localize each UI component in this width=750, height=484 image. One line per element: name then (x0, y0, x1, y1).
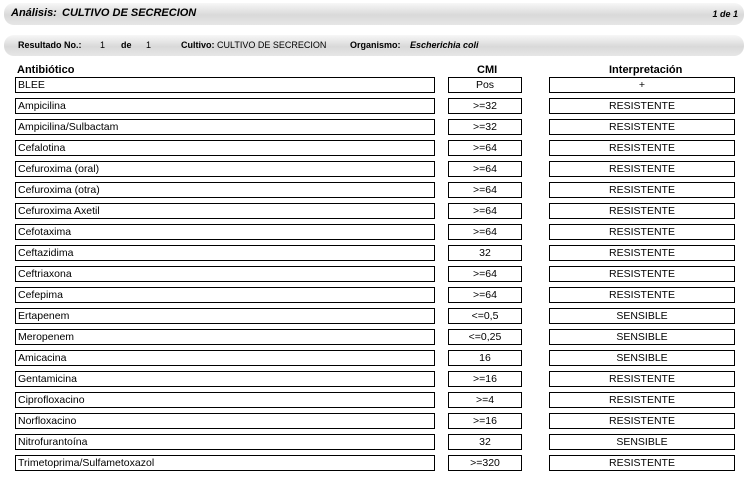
interpretation-cell: RESISTENTE (549, 224, 735, 240)
interpretation-cell: RESISTENTE (549, 371, 735, 387)
antibiotic-name-cell: Gentamicina (15, 371, 435, 387)
resultado-number: 1 (100, 40, 106, 50)
cmi-cell: 32 (448, 434, 522, 450)
antibiotic-name-cell: Cefalotina (15, 140, 435, 156)
cmi-cell: >=64 (448, 266, 522, 282)
antibiotic-name-cell: Cefotaxima (15, 224, 435, 240)
antibiotic-name-cell: Ceftriaxona (15, 266, 435, 282)
antibiotic-name-cell: Norfloxacino (15, 413, 435, 429)
antibiotic-name-cell: Ampicilina/Sulbactam (15, 119, 435, 135)
cmi-cell: 32 (448, 245, 522, 261)
interpretation-cell: RESISTENTE (549, 455, 735, 471)
cultivo-label: Cultivo: (181, 40, 215, 50)
cmi-cell: >=320 (448, 455, 522, 471)
analisis-value: CULTIVO DE SECRECION (62, 7, 197, 19)
interpretation-cell: SENSIBLE (549, 308, 735, 324)
cmi-cell: >=32 (448, 98, 522, 114)
antibiotic-name-cell: Ertapenem (15, 308, 435, 324)
interpretation-cell: SENSIBLE (549, 434, 735, 450)
antibiotic-name-cell: Cefuroxima Axetil (15, 203, 435, 219)
antibiotic-name-cell: Amicacina (15, 350, 435, 366)
interpretation-cell: RESISTENTE (549, 392, 735, 408)
de-label: de (121, 40, 132, 50)
interpretation-cell: SENSIBLE (549, 350, 735, 366)
cultivo-value: CULTIVO DE SECRECION (217, 40, 327, 50)
column-header-interpretacion: Interpretación (609, 64, 683, 76)
interpretation-cell: RESISTENTE (549, 182, 735, 198)
cmi-cell: >=16 (448, 371, 522, 387)
organismo-value: Escherichia coli (410, 40, 479, 50)
antibiotic-name-cell: BLEE (15, 77, 435, 93)
interpretation-cell: RESISTENTE (549, 98, 735, 114)
cmi-cell: >=16 (448, 413, 522, 429)
interpretation-cell: RESISTENTE (549, 140, 735, 156)
cmi-cell: >=64 (448, 224, 522, 240)
cmi-cell: Pos (448, 77, 522, 93)
interpretation-cell: RESISTENTE (549, 119, 735, 135)
resultado-total: 1 (146, 40, 152, 50)
antibiotic-name-cell: Cefuroxima (otra) (15, 182, 435, 198)
interpretation-cell: + (549, 77, 735, 93)
cmi-cell: >=64 (448, 287, 522, 303)
page-indicator: 1 de 1 (712, 9, 738, 19)
antibiotic-name-cell: Meropenem (15, 329, 435, 345)
interpretation-cell: RESISTENTE (549, 245, 735, 261)
interpretation-cell: RESISTENTE (549, 266, 735, 282)
antibiotic-name-cell: Trimetoprima/Sulfametoxazol (15, 455, 435, 471)
cmi-cell: >=64 (448, 203, 522, 219)
result-info-band (4, 35, 744, 56)
antibiotic-name-cell: Ciprofloxacino (15, 392, 435, 408)
interpretation-cell: RESISTENTE (549, 287, 735, 303)
cmi-cell: <=0,25 (448, 329, 522, 345)
antibiotic-name-cell: Nitrofurantoína (15, 434, 435, 450)
cmi-cell: >=64 (448, 161, 522, 177)
interpretation-cell: RESISTENTE (549, 413, 735, 429)
cmi-cell: >=64 (448, 182, 522, 198)
column-header-antibiotico: Antibiótico (17, 64, 75, 76)
cmi-cell: >=4 (448, 392, 522, 408)
column-header-cmi: CMI (477, 64, 498, 76)
interpretation-cell: SENSIBLE (549, 329, 735, 345)
cmi-cell: <=0,5 (448, 308, 522, 324)
cmi-cell: 16 (448, 350, 522, 366)
resultado-label: Resultado No.: (18, 40, 82, 50)
analisis-label: Análisis: (11, 7, 57, 19)
antibiotic-name-cell: Cefuroxima (oral) (15, 161, 435, 177)
antibiotic-name-cell: Ceftazidima (15, 245, 435, 261)
organismo-label: Organismo: (350, 40, 401, 50)
antibiotic-name-cell: Cefepima (15, 287, 435, 303)
cmi-cell: >=64 (448, 140, 522, 156)
antibiotic-name-cell: Ampicilina (15, 98, 435, 114)
interpretation-cell: RESISTENTE (549, 161, 735, 177)
cmi-cell: >=32 (448, 119, 522, 135)
analysis-header-band (4, 3, 744, 25)
interpretation-cell: RESISTENTE (549, 203, 735, 219)
